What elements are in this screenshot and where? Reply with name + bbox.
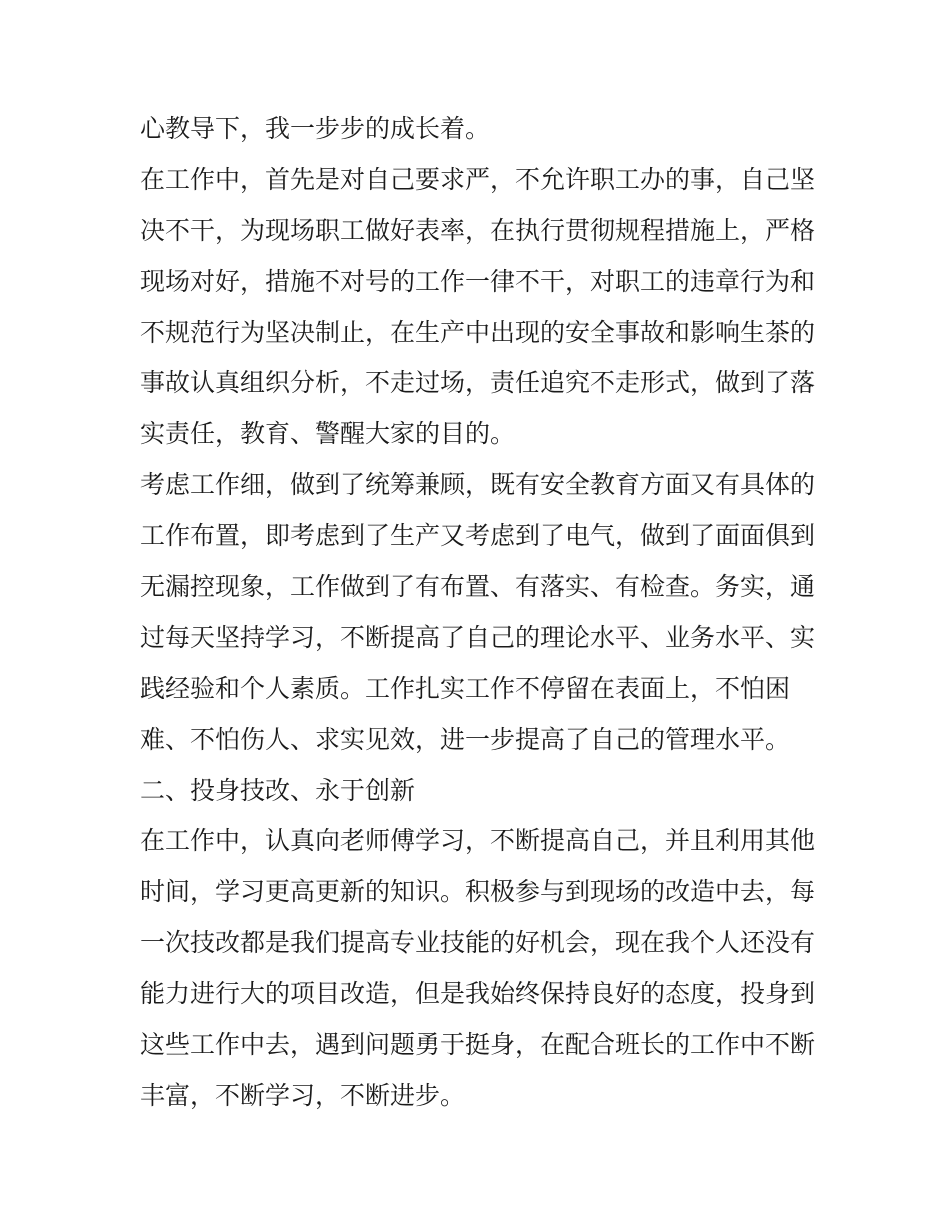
text-line: 时间，学习更高更新的知识。积极参与到现场的改造中去，每 [140,877,816,907]
body-text [140,104,820,1122]
text-line: 心教导下，我一步步的成长着。 [140,114,491,143]
text-line: 过每天坚持学习，不断提高了自己的理论水平、业务水平、实 [140,622,816,652]
text-line: 无漏控现象，工作做到了有布置、有落实、有检查。务实，通 [140,572,816,602]
text-line: 工作布置，即考虑到了生产又考虑到了电气，做到了面面俱到 [140,521,816,551]
text-line: 践经验和个人素质。工作扎实工作不停留在表面上，不怕困 [140,673,791,703]
text-line: 能力进行大的项目改造，但是我始终保持良好的态度，投身到 [140,979,816,1009]
text-line: 不规范行为坚决制止，在生产中出现的安全事故和影响生茶的 [140,317,816,347]
text-line: 丰富，不断学习，不断进步。 [140,1080,466,1110]
text-line: 决不干，为现场职工做好表率，在执行贯彻规程措施上，严格 [140,215,816,245]
section-heading: 二、投身技改、永于创新 [140,775,416,805]
text-line: 在工作中，首先是对自己要求严，不允许职工办的事，自己坚 [140,164,816,194]
text-line: 在工作中，认真向老师傅学习，不断提高自己，并且利用其他 [140,826,816,856]
text-line: 一次技改都是我们提高专业技能的好机会，现在我个人还没有 [140,928,816,958]
text-line: 这些工作中去，遇到问题勇于挺身，在配合班长的工作中不断 [140,1030,816,1060]
text-line: 事故认真组织分析，不走过场，责任追究不走形式，做到了落 [140,368,816,398]
text-line: 现场对好，措施不对号的工作一律不干，对职工的违章行为和 [140,266,816,296]
text-line: 考虑工作细，做到了统筹兼顾，既有安全教育方面又有具体的 [140,470,816,500]
text-line: 实责任，教育、警醒大家的目的。 [140,419,516,449]
text-line: 难、不怕伤人、求实见效，进一步提高了自己的管理水平。 [140,724,791,754]
